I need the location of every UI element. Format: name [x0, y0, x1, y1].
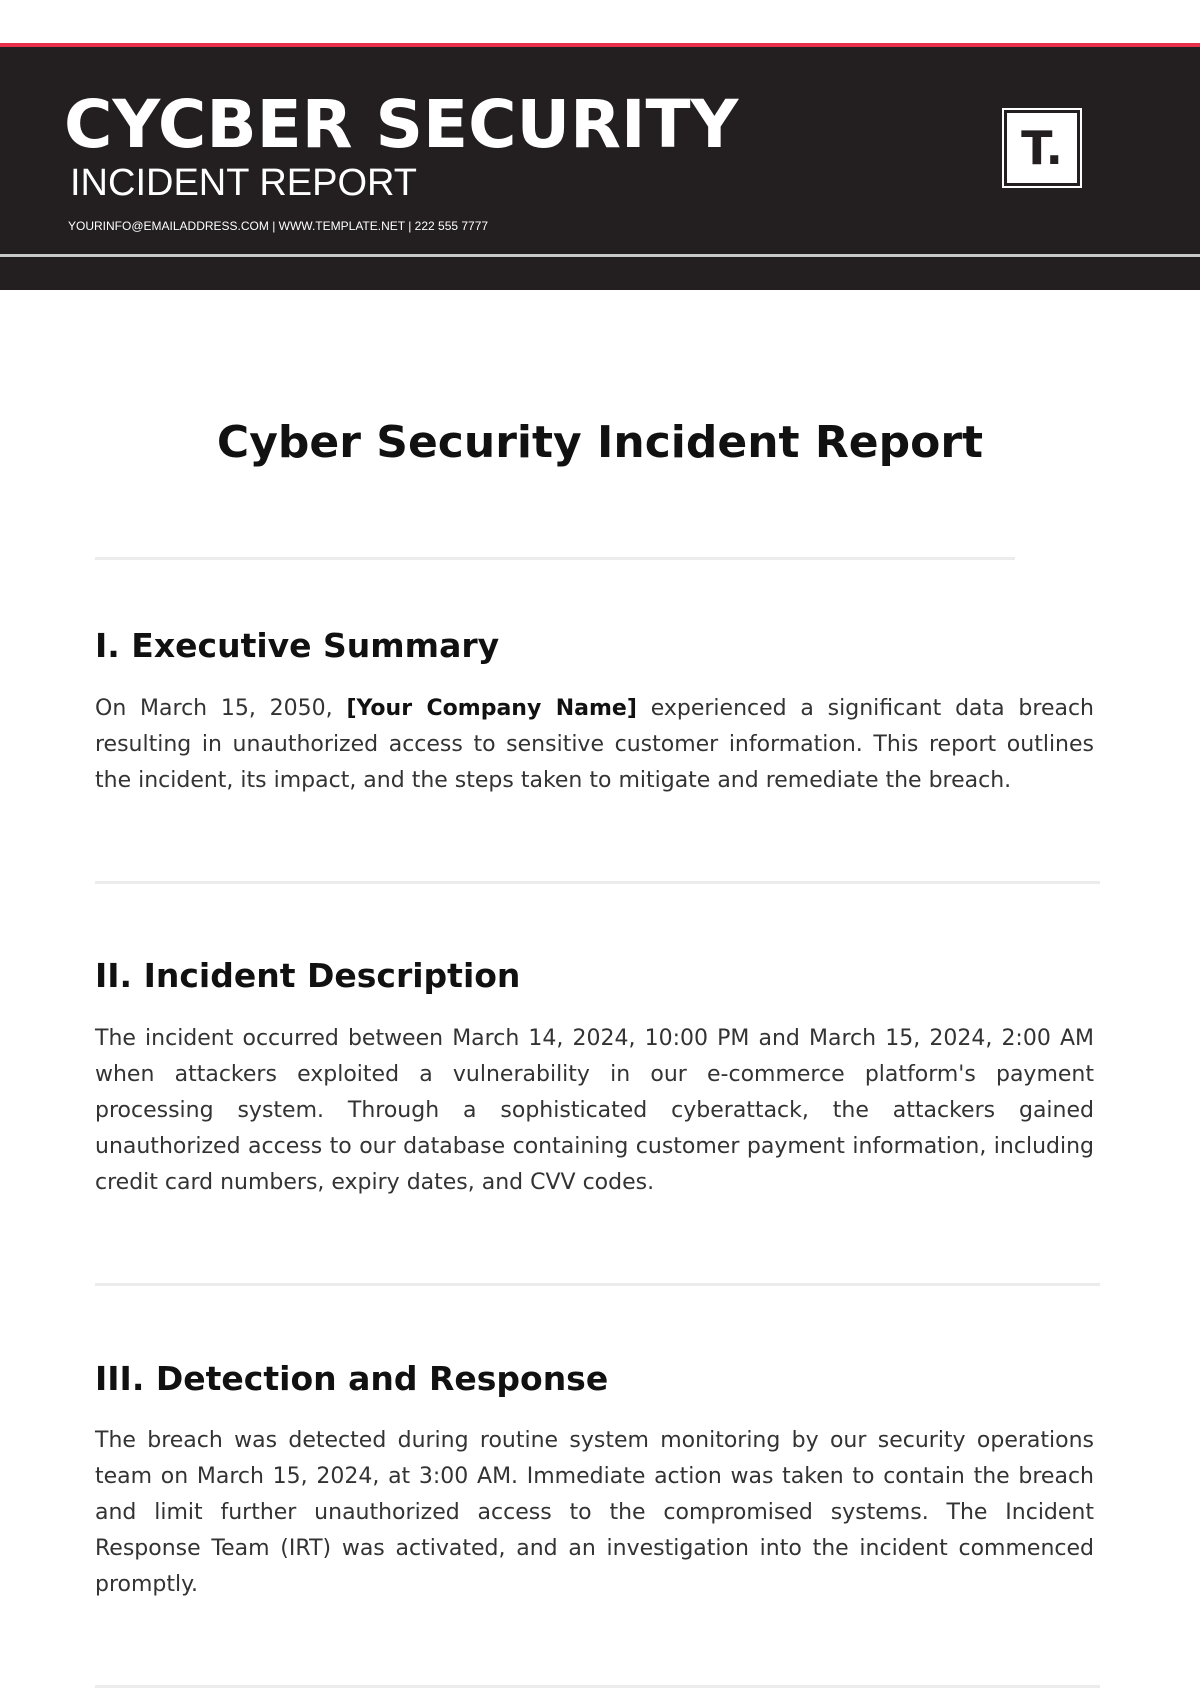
brand-title: CYCBER SECURITY: [64, 86, 739, 163]
divider: [95, 557, 1015, 560]
document-title: Cyber Security Incident Report: [216, 417, 984, 468]
text: experienced a significant data breach resulting in unauthorized access to sensitive customer information. This report outlines the incident, its impact, and the steps taken to mitigate and remediate the breach.: [95, 696, 1094, 793]
section-heading-detection-response: III. Detection and Response: [95, 1359, 609, 1398]
divider: [95, 1283, 1100, 1286]
divider: [95, 1685, 1100, 1688]
logo-mark: T.: [1007, 113, 1077, 183]
logo: [1002, 108, 1082, 188]
contact-line: YOURINFO@EMAILADDRESS.COM | WWW.TEMPLATE.NET | 222 555 7777: [68, 219, 489, 233]
divider: [95, 881, 1100, 884]
header-divider: [0, 254, 1200, 257]
section-text-detection-response: The breach was detected during routine system monitoring by our security operations team on March 15, 2024, at 3:00 AM. Immediate action was taken to contain the breach and limit further unauthorized access to the compromised systems. The Incident Response Team (IRT) was activated, and an investigation into the incident commenced promptly.: [95, 1428, 1094, 1597]
brand-subtitle: INCIDENT REPORT: [70, 162, 417, 204]
section-text-incident-description: The incident occurred between March 14, 2024, 10:00 PM and March 15, 2024, 2:00 AM when attackers exploited a vulnerability in our e-commerce platform's payment processing system. Through a sophisticated cyberattack, the attackers gained unauthorized access to our database containing customer payment information, including credit card numbers, expiry dates, and CVV codes.: [95, 1026, 1094, 1195]
section-heading-executive-summary: I. Executive Summary: [95, 626, 500, 665]
section-heading-incident-description: II. Incident Description: [95, 956, 521, 995]
text: On March 15, 2050,: [95, 696, 347, 721]
company-name-placeholder: [Your Company Name]: [346, 696, 637, 721]
section-text-executive-summary: [95, 691, 1094, 799]
